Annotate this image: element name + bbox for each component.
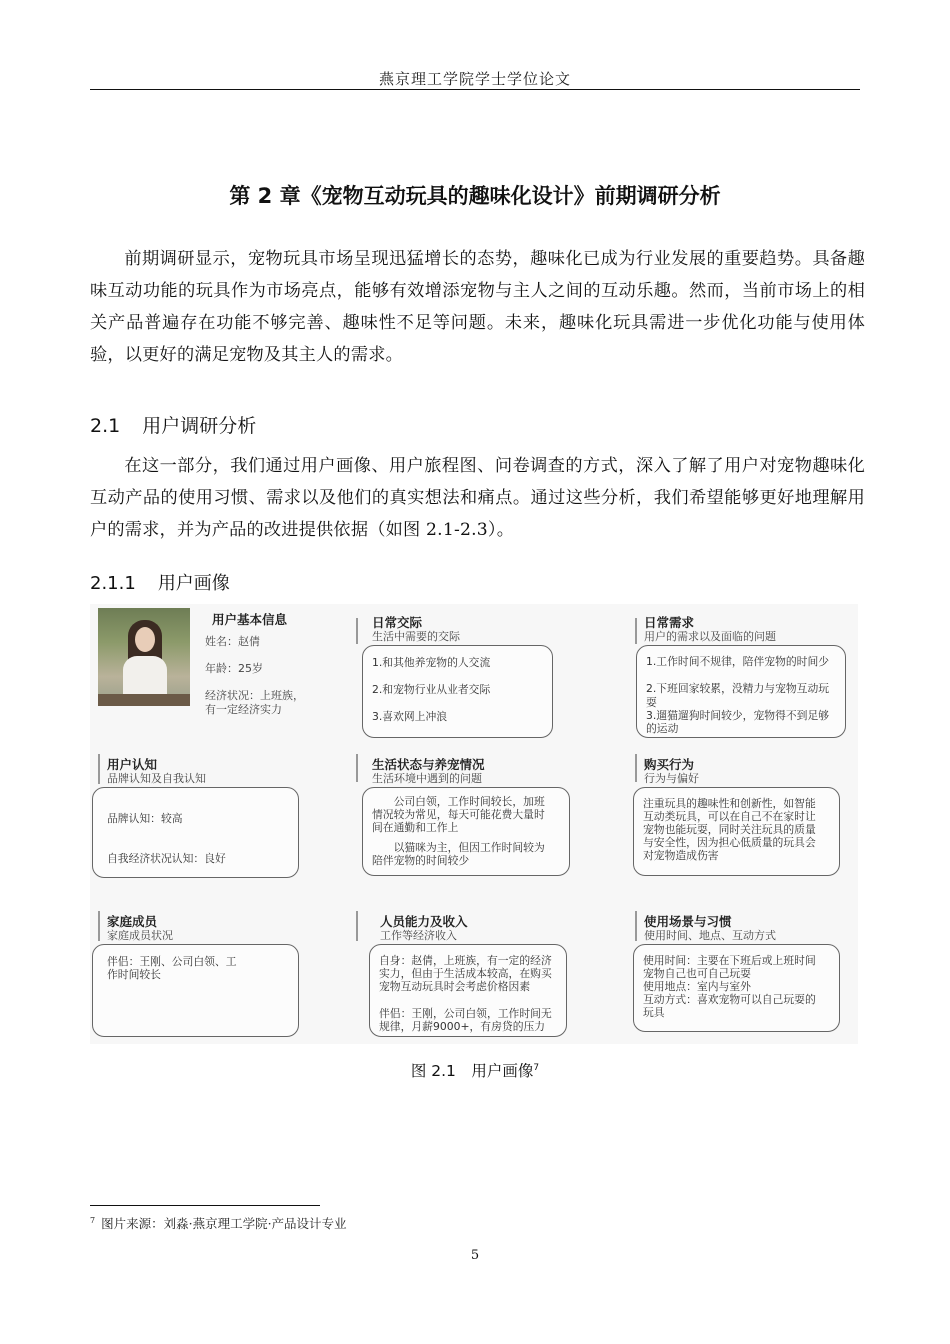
basic-info-age: 年龄：25岁	[205, 662, 263, 675]
card-scenario-bar	[635, 911, 637, 941]
card-cognition-bar	[98, 754, 100, 784]
section-number: 2.1	[90, 415, 121, 437]
card-line: 2.和宠物行业从业者交际	[372, 683, 491, 696]
card-line: 间在通勤和工作上	[372, 821, 459, 834]
basic-info-title: 用户基本信息	[212, 612, 288, 627]
section-paragraph: 在这一部分，我们通过用户画像、用户旅程图、问卷调查的方式，深入了解了用户对宠物趣味化互动产品的使用习惯、需求以及他们的真实想法和痛点。通过这些分析，我们希望能够更好地理解用户的需求，并为产品的改进提供依据（如图 2.1-2.3）。	[90, 456, 865, 540]
card-needs-title: 日常需求	[644, 615, 695, 630]
card-line: 公司白领，工作时间较长，加班	[372, 795, 545, 808]
card-line: 对宠物造成伤害	[643, 849, 719, 862]
card-line: 注重玩具的趣味性和创新性，如智能	[643, 797, 816, 810]
card-line: 以猫咪为主，但因工作时间较为	[372, 841, 545, 854]
card-ability-box	[369, 944, 567, 1037]
card-line: 实力，但由于生活成本较高，在购买	[379, 967, 552, 980]
card-line: 情况较为常见，每天可能花费大量时	[372, 808, 545, 821]
subsection-number: 2.1.1	[90, 573, 136, 594]
card-purchase-subtitle: 行为与偏好	[644, 772, 699, 785]
card-line: 宠物互动玩具时会考虑价格因素	[379, 980, 531, 993]
card-line: 的运动	[646, 722, 679, 735]
chapter-title: 第 2 章《宠物互动玩具的趣味化设计》前期调研分析	[229, 184, 721, 208]
card-line: 互动类玩具，可以在自己不在家时让	[643, 810, 816, 823]
card-social-bar	[356, 618, 358, 644]
card-purchase-box	[633, 787, 840, 876]
card-line: 互动方式：喜欢宠物可以自己玩耍的	[643, 993, 816, 1006]
photo-bench	[98, 694, 190, 706]
card-line: 1.和其他养宠物的人交流	[372, 656, 491, 669]
card-family-title: 家庭成员	[107, 914, 158, 929]
card-line: 使用时间：主要在下班后或上班时间	[643, 954, 816, 967]
card-line: 宠物自己也可自己玩耍	[643, 967, 751, 980]
card-line: 伴侣：王刚，公司白领，工作时间无	[379, 1007, 552, 1020]
footnote	[90, 1214, 347, 1232]
card-needs-subtitle: 用户的需求以及面临的问题	[644, 630, 776, 643]
card-scenario-subtitle: 使用时间、地点、互动方式	[644, 929, 776, 942]
card-needs-bar	[635, 618, 637, 644]
card-line: 伴侣：王刚、公司白领、工	[107, 955, 237, 968]
basic-info-name: 姓名：赵倩	[205, 635, 260, 648]
section-heading-2-1	[90, 411, 256, 438]
persona-photo	[98, 608, 190, 706]
card-line: 使用地点：室内与室外	[643, 980, 751, 993]
card-living-subtitle: 生活环境中遇到的问题	[372, 772, 482, 785]
figure-footnote-mark: 7	[533, 1062, 540, 1073]
card-ability-title: 人员能力及收入	[380, 914, 468, 929]
card-line: 宠物也能玩耍，同时关注玩具的质量	[643, 823, 816, 836]
card-ability-subtitle: 工作等经济收入	[380, 929, 457, 942]
persona-figure	[90, 604, 858, 1044]
basic-info-economy-2: 有一定经济实力	[205, 703, 282, 716]
subsection-heading-2-1-1	[90, 569, 230, 595]
page-header-title: 燕京理工学院学士学位论文	[378, 70, 571, 88]
card-living-box	[362, 787, 570, 876]
card-scenario-title: 使用场景与习惯	[644, 914, 732, 929]
card-needs-box	[636, 645, 846, 738]
card-line: 自我经济状况认知：良好	[107, 852, 226, 865]
footnote-rule	[90, 1205, 320, 1206]
photo-face	[135, 627, 155, 652]
section-title: 用户调研分析	[142, 415, 257, 437]
card-scenario-box	[633, 944, 840, 1032]
card-line: 3.遛猫遛狗时间较少，宠物得不到足够	[646, 709, 830, 722]
figure-caption	[90, 1059, 860, 1081]
intro-paragraph: 前期调研显示，宠物玩具市场呈现迅猛增长的态势，趣味化已成为行业发展的重要趋势。具备趣味互动功能的玩具作为市场亮点，能够有效增添宠物与主人之间的互动乐趣。然而，当前市场上的相关产品普遍存在功能不够完善、趣味性不足等问题。未来，趣味化玩具需进一步优化功能与使用体验，以更好的满足宠物及其主人的需求。	[90, 249, 865, 365]
card-line: 玩具	[643, 1006, 665, 1019]
card-living-title: 生活状态与养宠情况	[372, 757, 485, 772]
card-cognition-subtitle: 品牌认知及自我认知	[107, 772, 206, 785]
card-line: 品牌认知：较高	[107, 812, 183, 825]
card-ability-bar	[356, 911, 358, 941]
card-purchase-title: 购买行为	[644, 757, 695, 772]
card-family-box	[92, 944, 299, 1037]
card-cognition-box	[92, 787, 299, 878]
card-line: 与安全性，因为担心低质量的玩具会	[643, 836, 816, 849]
figure-caption-text: 图 2.1 用户画像	[410, 1062, 534, 1080]
footnote-mark: 7	[90, 1215, 96, 1225]
card-line: 自身：赵倩，上班族，有一定的经济	[379, 954, 552, 967]
basic-info-economy-1: 经济状况：上班族，	[205, 689, 304, 702]
card-social-box	[362, 645, 553, 738]
card-line: 1.工作时间不规律，陪伴宠物的时间少	[646, 655, 830, 668]
card-family-bar	[98, 911, 100, 941]
card-line: 3.喜欢网上冲浪	[372, 710, 448, 723]
card-line: 作时间较长	[107, 968, 161, 981]
subsection-title: 用户画像	[157, 573, 230, 594]
page-header-rule	[90, 89, 860, 90]
page-number: 5	[470, 1248, 480, 1263]
card-purchase-bar	[635, 754, 637, 782]
card-family-subtitle: 家庭成员状况	[107, 929, 173, 942]
card-line: 陪伴宠物的时间较少	[372, 854, 470, 867]
footnote-text: 图片来源：刘淼·燕京理工学院·产品设计专业	[101, 1216, 347, 1231]
card-social-subtitle: 生活中需要的交际	[372, 630, 460, 643]
card-social-title: 日常交际	[372, 615, 423, 630]
card-line: 2.下班回家较累，没精力与宠物互动玩耍	[646, 682, 830, 709]
card-living-bar	[356, 754, 358, 782]
card-line: 规律，月薪9000+，有房贷的压力	[379, 1020, 546, 1033]
card-cognition-title: 用户认知	[107, 757, 158, 772]
